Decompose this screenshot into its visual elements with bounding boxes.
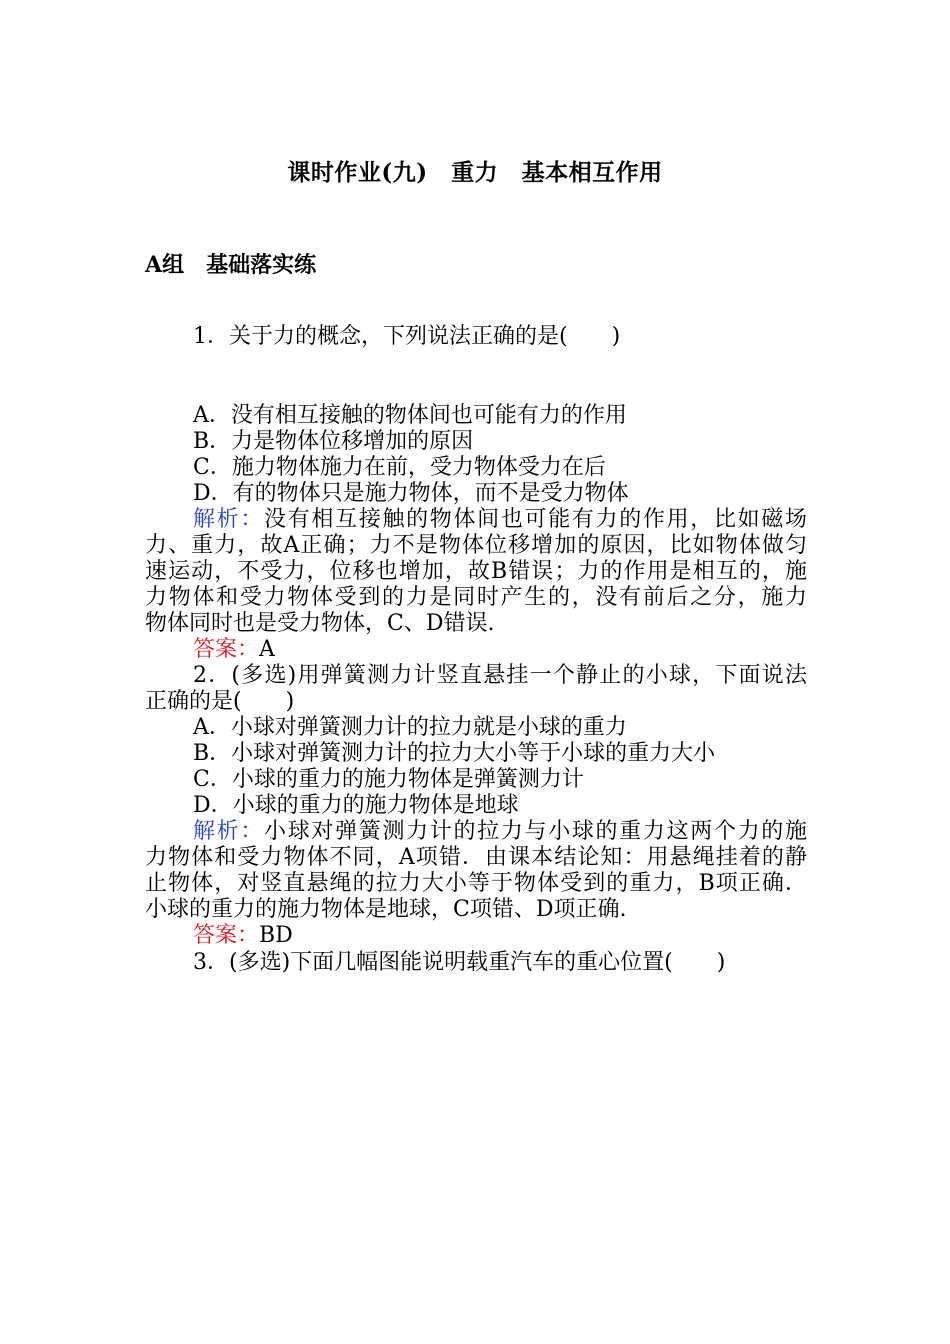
question-1-option-a: A．没有相互接触的物体间也可能有力的作用	[193, 403, 627, 428]
answer-value: A	[259, 637, 275, 662]
question-2-analysis-line: 力物体和受力物体不同，A项错．由课本结论知：用悬绳挂着的静	[145, 845, 807, 870]
question-1-option-d: D．有的物体只是施力物体，而不是受力物体	[193, 481, 629, 506]
question-1-analysis-line: 物体同时也是受力物体，C、D错误.	[145, 611, 495, 636]
analysis-label: 解析：	[193, 819, 265, 844]
question-1-option-b: B．力是物体位移增加的原因	[193, 429, 474, 454]
question-1-analysis-line	[193, 507, 807, 533]
answer-label: 答案：	[193, 923, 260, 948]
question-1-analysis-line: 速运动，不受力，位移也增加，故B错误；力的作用是相互的，施	[145, 559, 807, 584]
question-1-answer	[193, 637, 275, 663]
question-2-analysis-line: 止物体，对竖直悬绳的拉力大小等于物体受到的重力，B项正确．	[145, 871, 807, 896]
question-1-stem: 1．关于力的概念，下列说法正确的是( )	[193, 324, 621, 349]
analysis-text: 没有相互接触的物体间也可能有力的作用，比如磁场	[264, 507, 807, 532]
question-1-option-c: C．施力物体施力在前，受力物体受力在后	[193, 455, 606, 480]
question-2-option-b: B．小球对弹簧测力计的拉力大小等于小球的重力大小	[193, 741, 716, 766]
question-2-option-c: C．小球的重力的施力物体是弹簧测力计	[193, 767, 584, 792]
analysis-label: 解析：	[193, 507, 265, 532]
question-3-stem: 3．(多选)下面几幅图能说明载重汽车的重心位置( )	[193, 950, 726, 975]
question-2-option-a: A．小球对弹簧测力计的拉力就是小球的重力	[193, 715, 627, 740]
question-2-analysis-line	[193, 819, 807, 845]
answer-label: 答案：	[193, 637, 260, 662]
analysis-text: 小球对弹簧测力计的拉力与小球的重力这两个力的施	[264, 819, 807, 844]
answer-value: BD	[259, 923, 293, 948]
question-2-answer	[193, 923, 293, 949]
page-title: 课时作业(九) 重力 基本相互作用	[287, 159, 663, 186]
question-2-analysis-line: 小球的重力的施力物体是地球，C项错、D项正确.	[145, 897, 627, 922]
question-2-option-d: D．小球的重力的施力物体是地球	[193, 793, 519, 818]
section-heading: A组 基础落实练	[145, 252, 317, 278]
question-1-analysis-line: 力、重力，故A正确；力不是物体位移增加的原因，比如物体做匀	[145, 533, 807, 558]
question-1-analysis-line: 力物体和受力物体受到的力是同时产生的，没有前后之分，施力	[145, 585, 807, 610]
question-2-stem: 正确的是( )	[145, 689, 295, 714]
question-2-stem: 2．(多选)用弹簧测力计竖直悬挂一个静止的小球，下面说法	[193, 663, 807, 688]
